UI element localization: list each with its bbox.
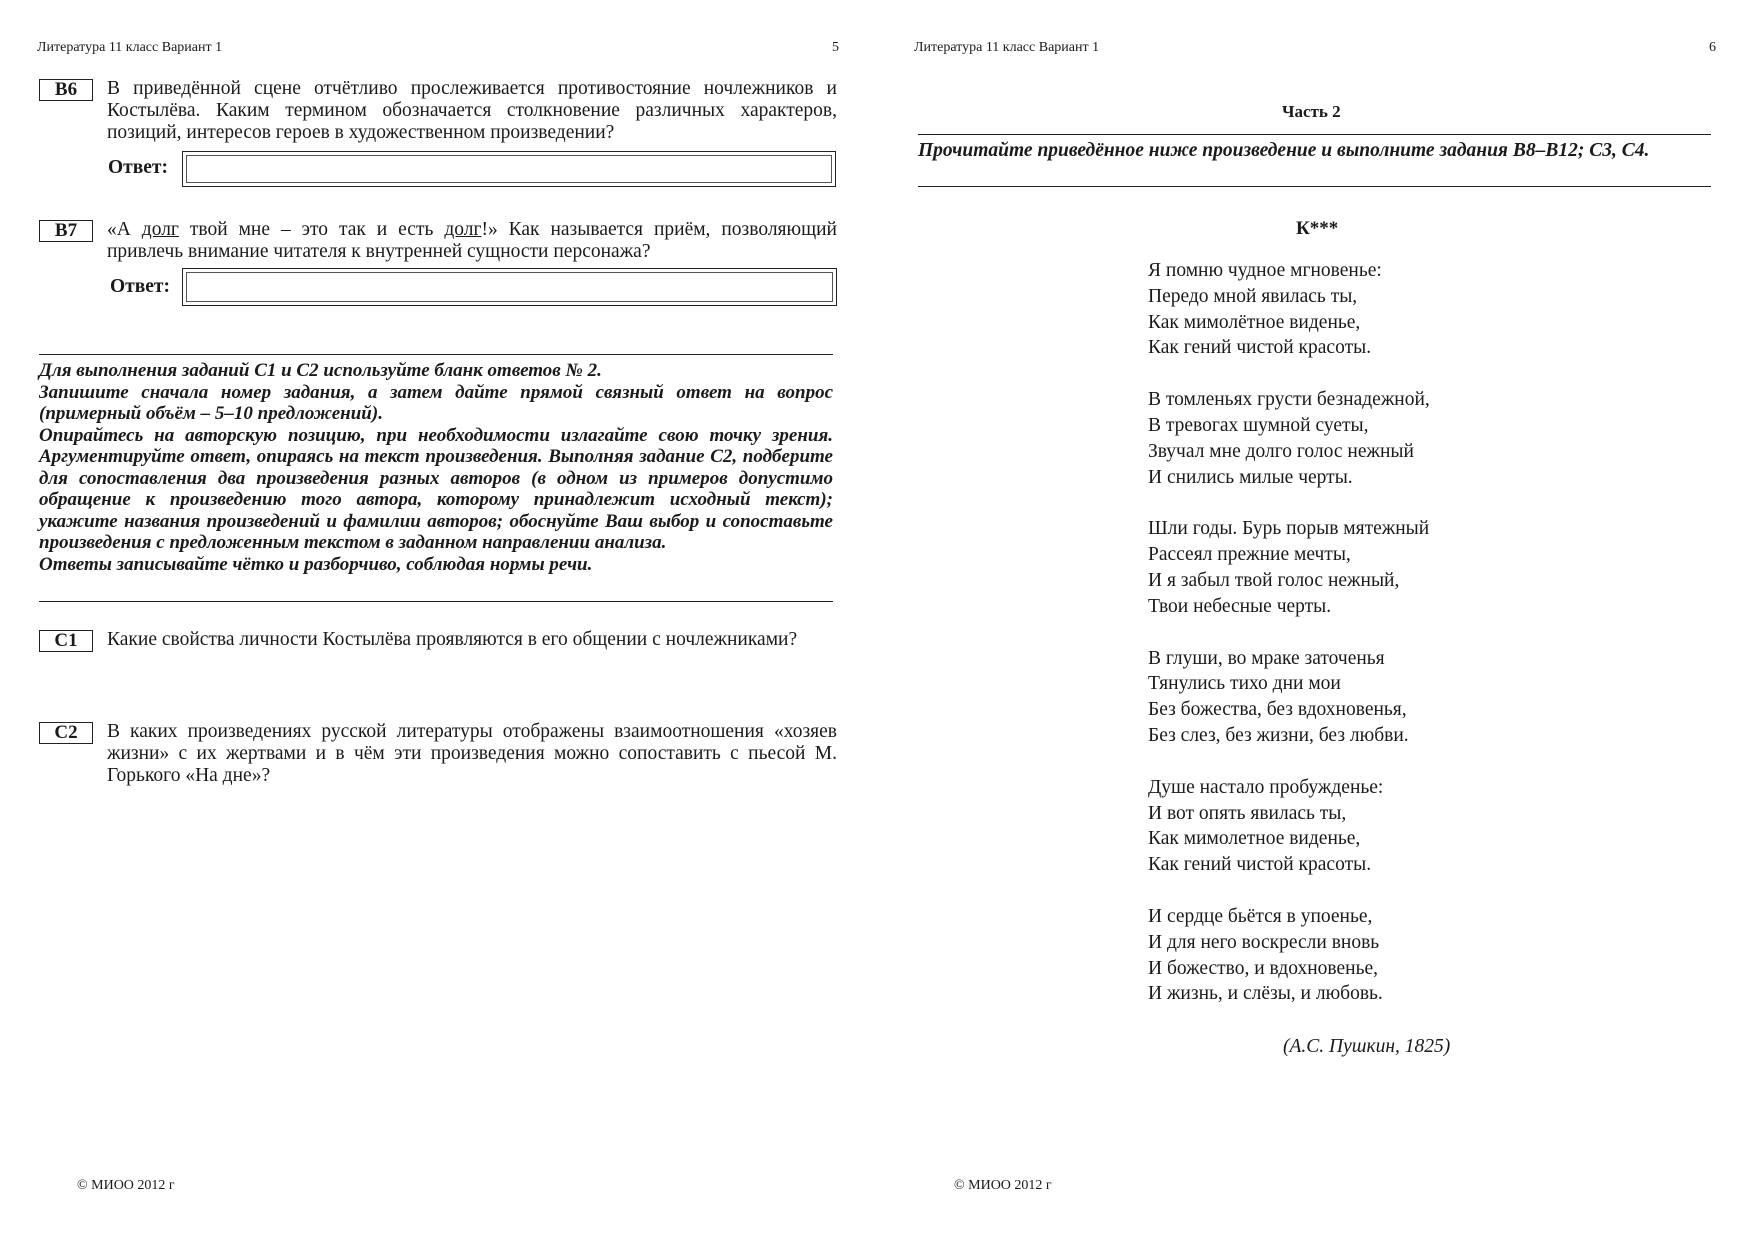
poem-title: К***: [1296, 218, 1339, 239]
part-instruction: Прочитайте приведённое ниже произведение и выполните задания В8–В12; С3, С4.: [918, 140, 1650, 161]
right-page: [877, 0, 1754, 1239]
poem-stanza: [1148, 516, 1430, 619]
answer-box-b6[interactable]: [182, 151, 836, 187]
page-header: Литература 11 класс Вариант 1: [37, 40, 223, 55]
poem-line: В глуши, во мраке заточенья: [1148, 647, 1385, 669]
poem-line: И божество, и вдохновенье,: [1148, 957, 1379, 979]
task-tag-c1: C1: [39, 630, 93, 652]
poem-stanza: [1148, 775, 1430, 878]
poem-line: И я забыл твой голос нежный,: [1148, 569, 1400, 591]
task-tag-b7: B7: [39, 220, 93, 242]
poem-line: Шли годы. Бурь порыв мятежный: [1148, 518, 1430, 540]
poem-line: В томленьях грусти безнадежной,: [1148, 389, 1430, 411]
poem-line: Передо мной явилась ты,: [1148, 285, 1358, 307]
poem-line: Без божества, без вдохновенья,: [1148, 699, 1407, 721]
task-b7-text: [107, 219, 837, 263]
poem-line: Душе настало пробужденье:: [1148, 776, 1384, 798]
poem-stanza: [1148, 258, 1430, 361]
part-bottom-rule: [918, 186, 1711, 187]
b7-underlined-word-1: долг: [141, 219, 179, 240]
poem-line: Звучал мне долго голос нежный: [1148, 440, 1414, 462]
instructions-block: [39, 360, 833, 575]
b7-underlined-word-2: долг: [444, 219, 482, 240]
poem-line: Рассеял прежние мечты,: [1148, 544, 1351, 566]
poem-line: Я помню чудное мгновенье:: [1148, 260, 1382, 281]
task-c2-text: В каких произведениях русской литературы отображены взаимоотношения «хозяев жизни» с их жертвами и в чём эти произведения можно сопоставить с пьесой М. Горького «На дне»?: [107, 721, 837, 786]
b7-quote-open: «А: [107, 219, 142, 240]
instructions-top-rule: [39, 354, 833, 355]
b7-quote-mid: твой мне – это так и есть: [178, 219, 445, 240]
poem-stanza: [1148, 646, 1430, 749]
poem-line: И для него воскресли вновь: [1148, 931, 1380, 953]
task-tag-b6: B6: [39, 79, 93, 101]
task-b6-text: В приведённой сцене отчётливо прослеживается противостояние ночлежников и Костылёва. Каким термином обозначается столкновение различных характеров, позиций, интересов героев в художественном произведении?: [107, 78, 837, 143]
poem-attribution: (А.С. Пушкин, 1825): [1283, 1036, 1451, 1057]
poem-line: Твои небесные черты.: [1148, 595, 1332, 617]
poem-body: [1148, 258, 1430, 1033]
page-number: 6: [1709, 40, 1716, 55]
poem-line: Как гений чистой красоты.: [1148, 337, 1372, 359]
poem-stanza: [1148, 904, 1430, 1007]
instruction-line: Запишите сначала номер задания, а затем дайте прямой связный ответ на вопрос (примерный объём – 5–10 предложений).: [39, 381, 833, 424]
page-footer: © МИОО 2012 г: [954, 1178, 1052, 1193]
task-tag-c2: C2: [39, 722, 93, 744]
poem-line: Как мимолётное виденье,: [1148, 311, 1361, 333]
instruction-line: Опирайтесь на авторскую позицию, при необходимости излагайте свою точку зрения. Аргументируйте ответ, опираясь на текст произведения. Выполняя задание С2, подберите для сопоставления два произведения разных авторов (в одном из примеров допустимо обращение к произведению того автора, которому принадлежит исходный текст); укажите названия произведений и фамилии авторов; обоснуйте Ваш выбор и сопоставьте произведения с предложенным текстом в заданном направлении анализа.: [39, 424, 833, 553]
answer-label-b6: Ответ:: [108, 157, 169, 178]
answer-label-b7: Ответ:: [110, 276, 171, 297]
poem-line: И снились милые черты.: [1148, 466, 1353, 488]
poem-stanza: [1148, 387, 1430, 490]
instruction-line: Ответы записывайте чётко и разборчиво, соблюдая нормы речи.: [39, 553, 593, 575]
page-footer: © МИОО 2012 г: [77, 1178, 175, 1193]
poem-line: Как мимолетное виденье,: [1148, 828, 1361, 850]
poem-line: И жизнь, и слёзы, и любовь.: [1148, 983, 1383, 1005]
page-number: 5: [832, 40, 839, 55]
poem-line: И сердце бьётся в упоенье,: [1148, 905, 1373, 927]
instruction-line: Для выполнения заданий С1 и С2 используйте бланк ответов № 2.: [39, 360, 602, 381]
poem-line: И вот опять явилась ты,: [1148, 802, 1347, 824]
poem-line: Без слез, без жизни, без любви.: [1148, 724, 1409, 746]
part-top-rule: [918, 134, 1711, 135]
page-header: Литература 11 класс Вариант 1: [914, 40, 1100, 55]
poem-line: Тянулись тихо дни мои: [1148, 673, 1341, 695]
b7-quote-close: !»: [481, 219, 498, 240]
task-c1-text: Какие свойства личности Костылёва проявляются в его общении с ночлежниками?: [107, 629, 798, 650]
part-title: Часть 2: [1282, 102, 1341, 121]
b7-question: Как называется приём, позволяющий привлечь внимание читателя к внутренней сущности персонажа?: [107, 219, 837, 262]
poem-line: В тревогах шумной суеты,: [1148, 414, 1369, 436]
poem-line: Как гений чистой красоты.: [1148, 854, 1372, 876]
answer-box-b7[interactable]: [182, 268, 837, 306]
instructions-bottom-rule: [39, 601, 833, 602]
